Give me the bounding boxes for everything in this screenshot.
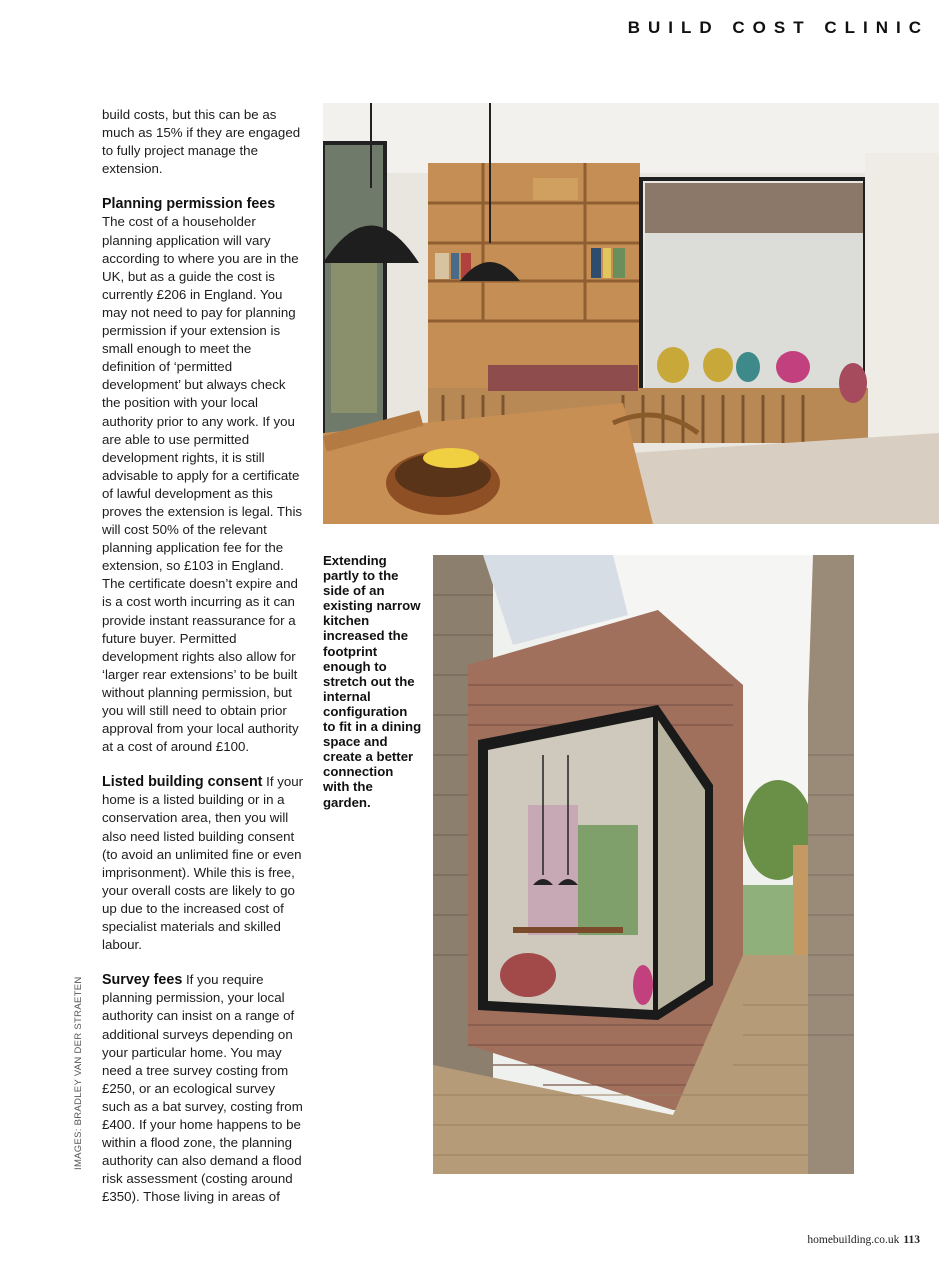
page-footer (807, 1234, 920, 1246)
footer-site: homebuilding.co.uk (807, 1234, 900, 1246)
listed-heading: Listed building consent (102, 774, 263, 791)
listed-paragraph (102, 773, 306, 954)
planning-heading: Planning permission fees (102, 196, 276, 213)
intro-paragraph: build costs, but this can be as much as 15% if they are engaged to fully project manage the extension. (102, 107, 301, 177)
exterior-extension-photo (433, 555, 854, 1174)
photo-credit: IMAGES: BRADLEY VAN DER STRAETEN (73, 976, 84, 1170)
article-body (102, 106, 306, 1223)
section-header: BUILD COST CLINIC (627, 18, 929, 37)
survey-text: If you require planning permission, your local authority can insist on a range of additional surveys depending on your particular home. You may need a tree survey costing from £250, or an ecological survey such as a bat survey, costing from £400. If your home happens to be within a flood zone, the planning authority can also demand a flood risk assessment (costing around £350). Those living in areas of (102, 972, 303, 1205)
survey-paragraph (102, 971, 306, 1206)
photo-caption: Extending partly to the side of an existing narrow kitchen increased the footprint enough to stretch out the internal configuration to fit in a dining space and create a better connection with the garden. (323, 553, 422, 810)
survey-heading: Survey fees (102, 972, 183, 989)
page-number: 113 (903, 1234, 920, 1246)
planning-text: The cost of a householder planning application will vary according to where you are in the UK, but as a guide the cost is currently £206 in England. You may not need to pay for planning permission if your extension is small enough to meet the definition of ‘permitted development’ but always check the position with your local authority prior to any work. If you are able to use permitted development rights, it is still advisable to apply for a certificate of lawful development as this proves the extension is legal. This will cost 50% of the relevant planning application fee for the extension, so £103 in England. The certificate doesn’t expire and is a cost worth incurring as it can provide instant reassurance for a future buyer. Permitted development rights also allow for ‘larger rear extensions’ to be built without planning permission, but you will still need to obtain prior approval from your local authority at a cost of around £100. (102, 214, 303, 755)
planning-paragraph (102, 195, 306, 756)
interior-dining-photo (323, 103, 939, 524)
listed-text: If your home is a listed building or in a conservation area, then you will also need listed building consent (to avoid an unlimited fine or even imprisonment). While this is free, your overall costs are likely to go up due to the increased cost of specialist materials and skilled labour. (102, 774, 304, 953)
